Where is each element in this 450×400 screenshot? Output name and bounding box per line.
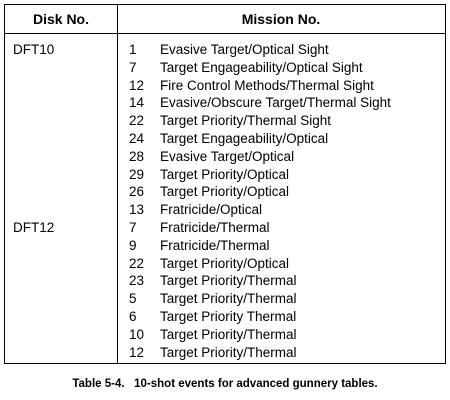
mission-row (129, 77, 391, 95)
mission-number: 7 (129, 59, 137, 75)
mission-row (129, 326, 297, 344)
mission-number: 29 (129, 166, 145, 182)
mission-name: Target Priority/Optical (160, 255, 290, 271)
mission-number: 9 (129, 237, 137, 253)
mission-list (129, 219, 297, 361)
header-divider (5, 33, 445, 34)
mission-table (4, 4, 446, 364)
mission-row (129, 130, 391, 148)
mission-row (129, 219, 297, 237)
mission-name: Target Engageability/Optical Sight (160, 59, 363, 75)
mission-row (129, 308, 297, 326)
mission-row (129, 290, 297, 308)
mission-row (129, 112, 391, 130)
mission-number: 1 (129, 42, 137, 57)
mission-name: Target Priority/Thermal (160, 344, 297, 360)
mission-name: Target Priority/Thermal (160, 273, 297, 289)
mission-number: 22 (129, 113, 145, 129)
mission-list (129, 41, 391, 219)
mission-row (129, 94, 391, 112)
mission-name: Target Priority/Thermal Sight (160, 113, 332, 129)
mission-name: Target Priority/Optical (160, 166, 290, 182)
mission-row (129, 166, 391, 184)
mission-number: 22 (129, 255, 145, 271)
header-mission-no: Mission No. (241, 11, 321, 27)
mission-name: Target Engageability/Optical (160, 130, 329, 146)
mission-name: Fratricide/Optical (160, 202, 263, 218)
mission-number: 10 (129, 326, 145, 342)
mission-number: 24 (129, 130, 145, 146)
mission-row (129, 201, 391, 219)
mission-row (129, 344, 297, 362)
mission-name: Target Priority Thermal (160, 308, 297, 324)
mission-name: Evasive Target/Optical Sight (160, 42, 329, 57)
disk-label: DFT12 (13, 220, 55, 235)
mission-name: Evasive/Obscure Target/Thermal Sight (160, 95, 391, 111)
mission-number: 14 (129, 95, 145, 111)
mission-name: Target Priority/Thermal (160, 326, 297, 342)
mission-number: 13 (129, 202, 145, 218)
mission-number: 12 (129, 344, 145, 360)
disk-label: DFT10 (13, 42, 55, 57)
mission-row (129, 183, 391, 201)
mission-row (129, 41, 391, 59)
mission-row (129, 59, 391, 77)
mission-name: Fire Control Methods/Thermal Sight (160, 77, 374, 93)
mission-row (129, 255, 297, 273)
mission-name: Fratricide/Thermal (160, 237, 270, 253)
table-caption: Table 5-4. 10-shot events for advanced gunnery tables. (72, 378, 378, 390)
mission-number: 12 (129, 77, 145, 93)
column-divider (117, 5, 118, 363)
header-disk-no: Disk No. (32, 11, 89, 27)
mission-row (129, 237, 297, 255)
mission-name: Target Priority/Optical (160, 184, 290, 200)
mission-number: 5 (129, 291, 137, 307)
mission-number: 7 (129, 220, 137, 235)
mission-number: 23 (129, 273, 145, 289)
mission-number: 6 (129, 308, 137, 324)
mission-name: Target Priority/Thermal (160, 291, 297, 307)
mission-row (129, 148, 391, 166)
mission-name: Fratricide/Thermal (160, 220, 270, 235)
mission-number: 28 (129, 148, 145, 164)
mission-number: 26 (129, 184, 145, 200)
mission-row (129, 272, 297, 290)
mission-name: Evasive Target/Optical (160, 148, 295, 164)
